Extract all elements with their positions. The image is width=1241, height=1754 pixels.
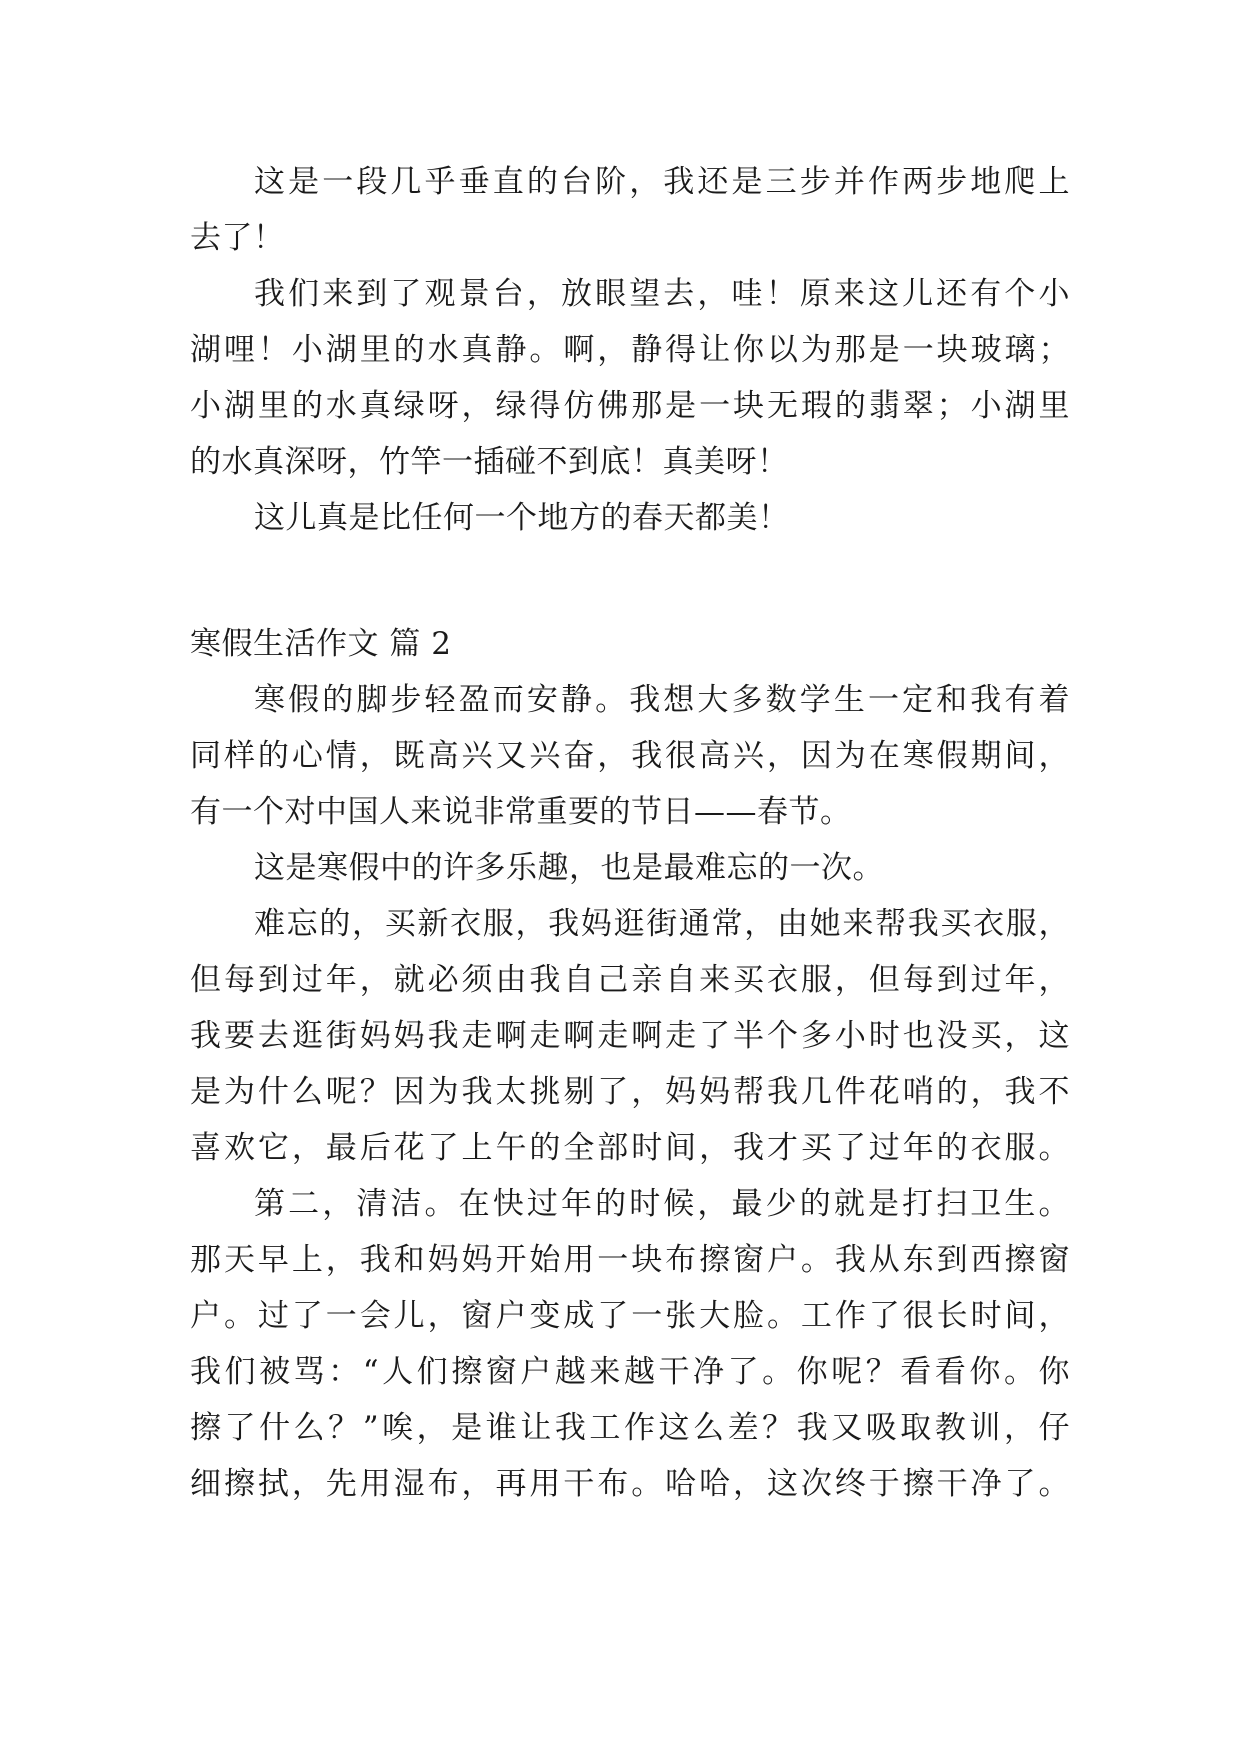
paragraph-line: 我要去逛街妈妈我走啊走啊走啊走了半个多小时也没买，这 — [190, 1018, 1070, 1054]
paragraph-line: 细擦拭，先用湿布，再用干布。哈哈，这次终于擦干净了。 — [190, 1466, 1070, 1502]
paragraph-line: 喜欢它，最后花了上午的全部时间，我才买了过年的衣服。 — [190, 1130, 1070, 1166]
paragraph-line: 去了！ — [190, 220, 285, 256]
paragraph-line: 小湖里的水真绿呀，绿得仿佛那是一块无瑕的翡翠；小湖里 — [190, 388, 1070, 424]
paragraph-line: 但每到过年，就必须由我自己亲自来买衣服，但每到过年， — [190, 962, 1070, 998]
paragraph-line: 第二，清洁。在快过年的时候，最少的就是打扫卫生。 — [254, 1186, 1070, 1222]
section-heading: 寒假生活作文 篇 2 — [190, 626, 452, 662]
paragraph-line: 是为什么呢？因为我太挑剔了，妈妈帮我几件花哨的，我不 — [190, 1074, 1070, 1110]
paragraph-line: 湖哩！小湖里的水真静。啊，静得让你以为那是一块玻璃； — [190, 332, 1070, 368]
paragraph-line: 的水真深呀，竹竿一插碰不到底！真美呀！ — [190, 444, 789, 480]
paragraph-line: 户。过了一会儿，窗户变成了一张大脸。工作了很长时间， — [190, 1298, 1070, 1334]
paragraph-line: 寒假的脚步轻盈而安静。我想大多数学生一定和我有着 — [254, 682, 1070, 718]
paragraph-line: 我们被骂：“人们擦窗户越来越干净了。你呢？看看你。你 — [190, 1354, 1070, 1390]
paragraph-line: 我们来到了观景台，放眼望去，哇！原来这儿还有个小 — [254, 276, 1070, 312]
paragraph-line: 那天早上，我和妈妈开始用一块布擦窗户。我从东到西擦窗 — [190, 1242, 1070, 1278]
paragraph-line: 同样的心情，既高兴又兴奋，我很高兴，因为在寒假期间， — [190, 738, 1070, 774]
paragraph-line: 有一个对中国人来说非常重要的节日——春节。 — [190, 794, 852, 830]
paragraph-line: 擦了什么？”唉，是谁让我工作这么差？我又吸取教训，仔 — [190, 1410, 1070, 1446]
paragraph-line: 难忘的，买新衣服，我妈逛街通常，由她来帮我买衣服， — [254, 906, 1070, 942]
paragraph-line: 这是寒假中的许多乐趣，也是最难忘的一次。 — [254, 850, 884, 886]
paragraph-line: 这是一段几乎垂直的台阶，我还是三步并作两步地爬上 — [254, 164, 1070, 200]
paragraph-line: 这儿真是比任何一个地方的春天都美！ — [254, 500, 790, 536]
